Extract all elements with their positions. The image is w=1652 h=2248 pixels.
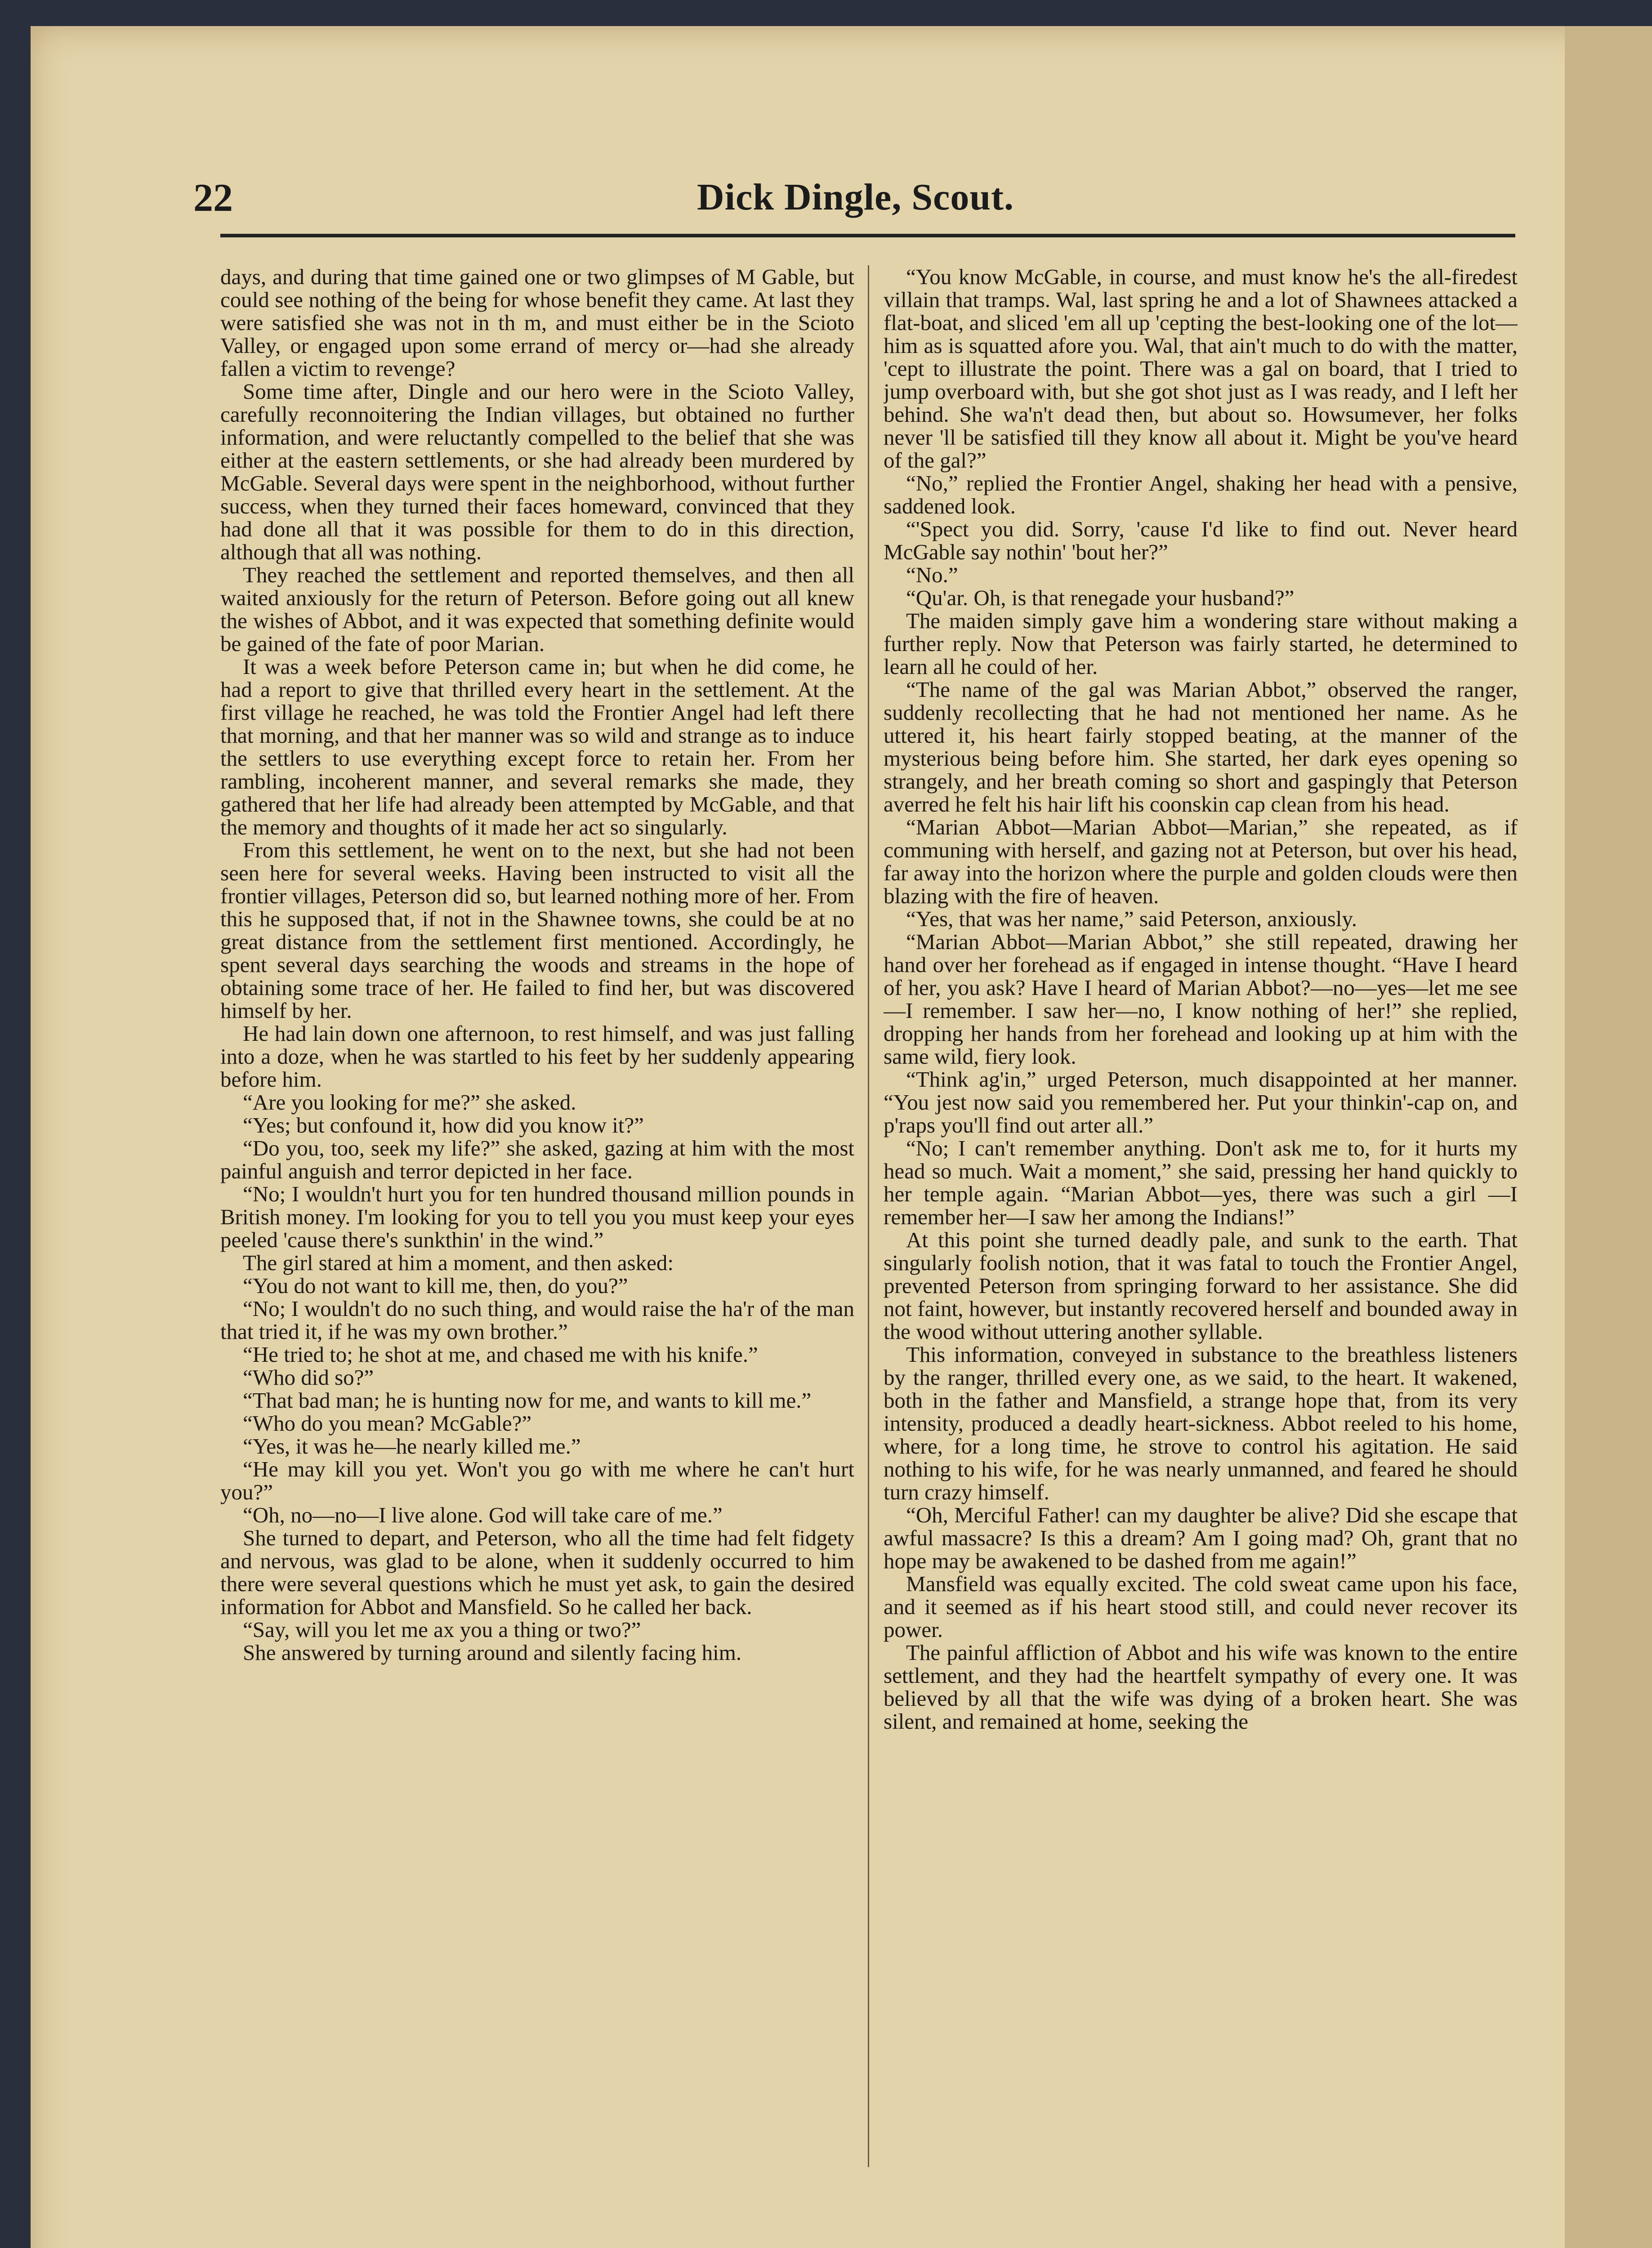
header-rule xyxy=(220,234,1515,237)
paragraph: Mansfield was equally excited. The cold sweat came upon his face, and it seemed as if his heart stood still, and could never recover its power. xyxy=(884,1571,1518,1642)
paragraph: “Marian Abbot—Marian Abbot—Marian,” she repeated, as if communing with herself, and gazing not at Peterson, but over his head, far away into the horizon where the purple and golden clouds were then blazing with the fire of heaven. xyxy=(884,815,1518,908)
left-column xyxy=(220,265,854,2167)
paragraph: From this settlement, he went on to the next, but she had not been seen here for several weeks. Having been instructed to visit all the frontier villages, Peterson did so, but learned nothing more of her. From this he supposed that, if not in the Shawnee towns, she could be at no great distance from the settlement first mentioned. Accordingly, he spent several days searching the woods and streams in the hope of obtaining some trace of her. He failed to find her, but was discovered himself by her. xyxy=(220,838,854,1023)
paragraph: “You know McGable, in course, and must know he's the all-firedest villain that tramps. Wal, last spring he and a lot of Shawnees attacked a flat-boat, and sliced 'em all up 'cepting the best-looking one of the lot—him as is squatted afore you. Wal, that ain't much to do with the matter, 'cept to illustrate the point. There was a gal on board, that I tried to jump overboard with, but she got shot just as I was ready, and I left her behind. She wa'n't dead then, but about so. Howsumever, her folks never 'll be satisfied till they know all about it. Might be you've heard of the gal?” xyxy=(884,265,1518,473)
paragraph: They reached the settlement and reported themselves, and then all waited anxiously for the return of Peterson. Before going out all knew the wishes of Abbot, and it was expected that something definite would be gained of the fate of poor Marian. xyxy=(220,562,854,656)
paragraph: “Yes; but confound it, how did you know it?” xyxy=(243,1113,644,1137)
paragraph: “Are you looking for me?” she asked. xyxy=(243,1090,576,1115)
paragraph: “No,” replied the Frontier Angel, shaking her head with a pensive, saddened look. xyxy=(884,471,1518,518)
paragraph: He had lain down one afternoon, to rest himself, and was just falling into a doze, when he was startled to his feet by her suddenly appearing before him. xyxy=(220,1021,854,1092)
paragraph: At this point she turned deadly pale, and sunk to the earth. That singularly foolish notion, that it was fatal to touch the Frontier Angel, prevented Peterson from springing forward to her assistance. She did not faint, however, but instantly recovered herself and bounded away in the wood without uttering another syllable. xyxy=(884,1227,1518,1344)
paragraph: days, and during that time gained one or two glimpses of M Gable, but could see nothing of the being for whose benefit they came. At last they were satisfied she was not in th m, and must either be in the Scioto Valley, or engaged upon some errand of mercy or—had she already fallen a victim to revenge? xyxy=(220,265,854,381)
paragraph: The painful affliction of Abbot and his wife was known to the entire settlement, and they had the heartfelt sympathy of every one. It was believed by all that the wife was dying of a broken heart. She was silent, and remained at home, seeking the xyxy=(884,1640,1518,1734)
running-title: Dick Dingle, Scout. xyxy=(697,176,1014,218)
paragraph: “Do you, too, seek my life?” she asked, gazing at him with the most painful anguish and terror depicted in her face. xyxy=(220,1136,854,1183)
paragraph: She answered by turning around and silently facing him. xyxy=(243,1640,742,1665)
paragraph: “The name of the gal was Marian Abbot,” observed the ranger, suddenly recollecting that he had not mentioned her name. As he uttered it, his heart fairly stopped beating, at the manner of the mysterious being before him. She started, her dark eyes opening so strangely, and her breath coming so short and gaspingly that Peterson averred he felt his hair lift his coonskin cap clean from his head. xyxy=(884,677,1518,816)
paragraph: “Marian Abbot—Marian Abbot,” she still repeated, drawing her hand over her forehead as if engaged in intense thought. “Have I heard of her, you ask? Have I heard of Marian Abbot?—no—yes—let me see—I remember. I saw her—no, I know nothing of her!” she replied, dropping her hands from her forehead and looking up at him with the same wild, fiery look. xyxy=(884,929,1518,1069)
paragraph: “That bad man; he is hunting now for me, and wants to kill me.” xyxy=(243,1388,812,1413)
paragraph: The girl stared at him a moment, and then asked: xyxy=(243,1250,674,1275)
paragraph: “Yes, that was her name,” said Peterson, anxiously. xyxy=(906,906,1357,931)
paragraph: “Yes, it was he—he nearly killed me.” xyxy=(243,1434,581,1459)
paragraph: Some time after, Dingle and our hero were in the Scioto Valley, carefully reconnoitering the Indian villages, but obtained no further information, and were reluctantly compelled to the belief that she was either at the eastern settlements, or she had already been murdered by McGable. Several days were spent in the neighborhood, without further success, when they turned their faces homeward, convinced that they had done all that it was possible for them to do in this direction, although that all was nothing. xyxy=(220,379,854,564)
paragraph: “Say, will you let me ax you a thing or two?” xyxy=(243,1617,641,1642)
page-number: 22 xyxy=(193,176,233,220)
paragraph: “He tried to; he shot at me, and chased me with his knife.” xyxy=(243,1342,758,1367)
paragraph: “No; I wouldn't hurt you for ten hundred thousand million pounds in British money. I'm looking for you to tell you you must keep your eyes peeled 'cause there's sunkthin' in the wind.” xyxy=(220,1182,854,1252)
paragraph: “You do not want to kill me, then, do you?” xyxy=(243,1273,628,1298)
paragraph: “No; I can't remember anything. Don't ask me to, for it hurts my head so much. Wait a moment,” she said, pressing her hand quickly to her temple again. “Marian Abbot—yes, there was such a girl —I remember her—I saw her among the Indians!” xyxy=(884,1136,1518,1229)
paragraph: “No.” xyxy=(906,562,958,587)
paragraph: “'Spect you did. Sorry, 'cause I'd like to find out. Never heard McGable say nothin' 'bout her?” xyxy=(884,517,1518,564)
paragraph: She turned to depart, and Peterson, who all the time had felt fidgety and nervous, was glad to be alone, when it suddenly occurred to him there were several questions which he must yet ask, to gain the desired information for Abbot and Mansfield. So he called her back. xyxy=(220,1525,854,1619)
column-divider xyxy=(868,265,869,2167)
paragraph: It was a week before Peterson came in; but when he did come, he had a report to give that thrilled every heart in the settlement. At the first village he reached, he was told the Frontier Angel had left there that morning, and that her manner was so wild and strange as to induce the settlers to use everything except force to retain her. From her rambling, incoherent manner, and several remarks she made, they gathered that her life had already been attempted by McGable, and that the memory and thoughts of it made her act so singularly. xyxy=(220,654,854,839)
paragraph: “Oh, Merciful Father! can my daughter be alive? Did she escape that awful massacre? Is this a dream? Am I going mad? Oh, grant that no hope may be awakened to be dashed from me again!” xyxy=(884,1503,1518,1573)
paragraph: “He may kill you yet. Won't you go with me where he can't hurt you?” xyxy=(220,1457,854,1504)
paragraph: The maiden simply gave him a wondering stare without making a further reply. Now that Peterson was fairly started, he determined to learn all he could of her. xyxy=(884,608,1518,679)
right-column xyxy=(884,265,1518,2167)
paragraph: This information, conveyed in substance to the breathless listeners by the ranger, thrilled every one, as we said, to the heart. It wakened, both in the father and Mansfield, a strange hope that, from its very intensity, produced a deadly heart-sickness. Abbot reeled to his home, where, for a long time, he strove to control his agitation. He said nothing to his wife, for he was nearly unmanned, and feared he should turn crazy himself. xyxy=(884,1342,1518,1504)
paragraph: “Who did so?” xyxy=(243,1365,374,1390)
paragraph: “Oh, no—no—I live alone. God will take care of me.” xyxy=(243,1503,723,1527)
paragraph: “Who do you mean? McGable?” xyxy=(243,1411,532,1436)
paragraph: “Think ag'in,” urged Peterson, much disappointed at her manner. “You jest now said you remembered her. Put your thinkin'-cap on, and p'raps you'll find out arter all.” xyxy=(884,1067,1518,1137)
page-header xyxy=(193,175,1511,229)
page-edge xyxy=(1565,26,1652,2248)
paragraph: “Qu'ar. Oh, is that renegade your husband?” xyxy=(906,585,1295,610)
paragraph: “No; I wouldn't do no such thing, and would raise the ha'r of the man that tried it, if he was my own brother.” xyxy=(220,1296,854,1344)
